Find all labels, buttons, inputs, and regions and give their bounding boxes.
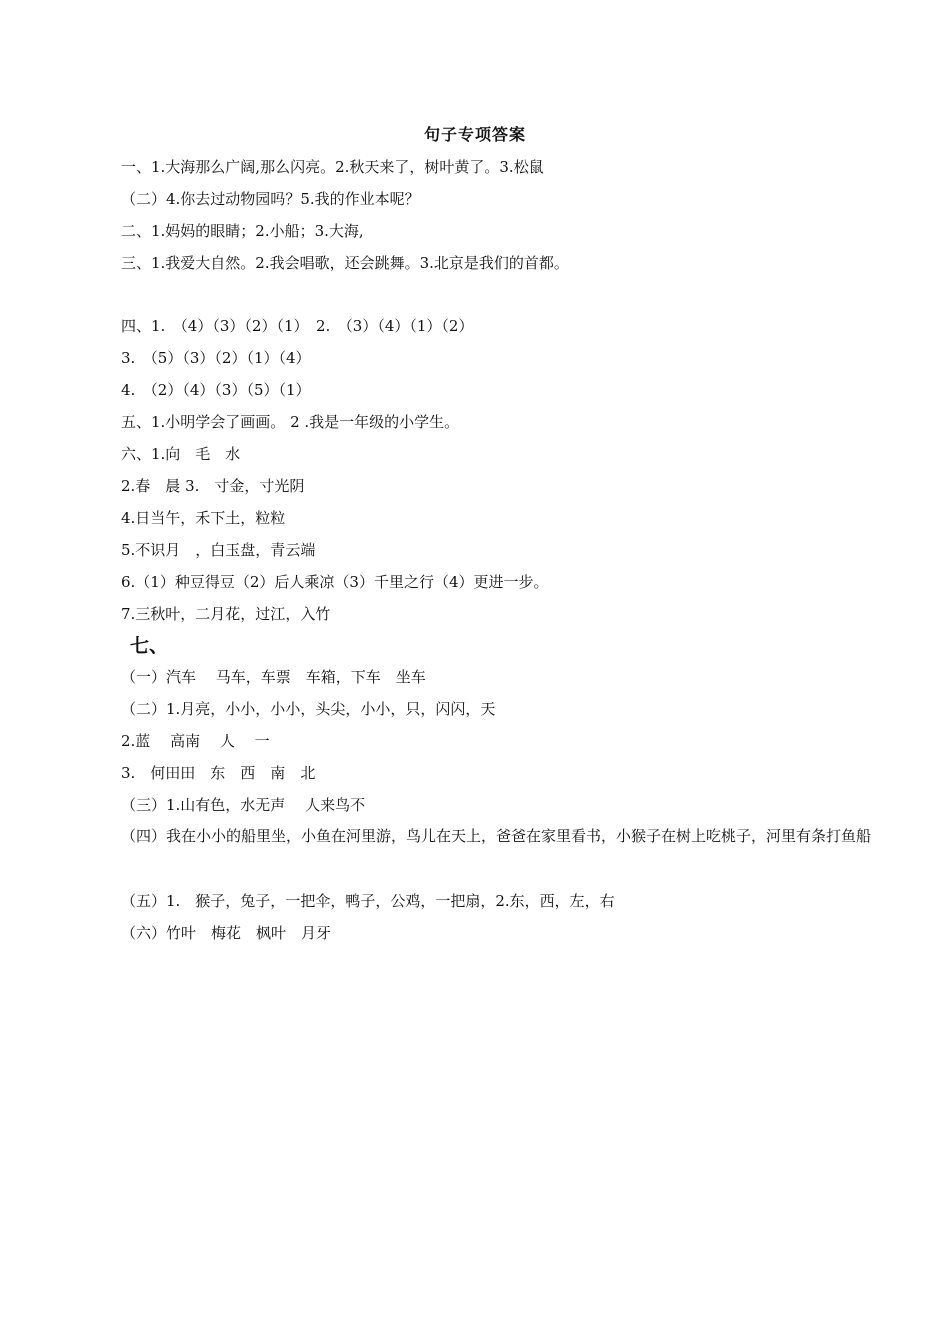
answer-line-20: （三）1.山有色，水无声 人来鸟不 (121, 796, 366, 814)
answer-line-2: （二）4.你去过动物园吗？5.我的作业本呢？ (121, 190, 420, 208)
answer-line-10: 2.春 晨 3. 寸金，寸光阴 (121, 477, 305, 495)
answer-line-7: 4. （2）（4）（3）（5）（1） (121, 381, 311, 399)
answer-line-11: 4.日当午，禾下土，粒粒 (121, 509, 286, 527)
answer-line-18: 2.蓝 高南 人 一 (121, 732, 270, 750)
answer-line-23: （六）竹叶 梅花 枫叶 月牙 (121, 924, 332, 942)
answer-line-3: 二、1.妈妈的眼睛；2.小船；3.大海, (121, 222, 364, 240)
answer-line-14: 7.三秋叶，二月花，过江，入竹 (121, 605, 331, 623)
answer-line-8: 五、1.小明学会了画画。 2 .我是一年级的小学生。 (121, 413, 460, 431)
answer-line-13: 6.（1）种豆得豆（2）后人乘凉（3）千里之行（4）更进一步。 (121, 573, 549, 591)
answer-line-19: 3. 何田田 东 西 南 北 (121, 764, 316, 782)
answer-line-1: 一、1.大海那么广阔,那么闪亮。2.秋天来了，树叶黄了。3.松鼠 (121, 158, 544, 176)
answer-line-9: 六、1.向 毛 水 (121, 445, 241, 463)
answer-line-17: （二）1.月亮，小小，小小，头尖，小小，只，闪闪，天 (121, 700, 496, 718)
answer-line-4: 三、1.我爱大自然。2.我会唱歌，还会跳舞。3.北京是我们的首都。 (121, 254, 569, 272)
document-title: 句子专项答案 (423, 125, 526, 144)
answer-line-5: 四、1. （4）（3）（2）（1） 2. （3）（4）（1）（2） (121, 317, 474, 335)
section-heading-seven: 七、 (130, 635, 169, 657)
answer-line-22: （五）1. 猴子，兔子，一把伞，鸭子，公鸡，一把扇，2.东，西，左，右 (121, 892, 615, 910)
answer-line-6: 3. （5）（3）（2）（1）（4） (121, 349, 311, 367)
answer-paragraph-four: （四）我在小小的船里坐，小鱼在河里游，鸟儿在天上，爸爸在家里看书，小猴子在树上吃桃子，河里有条打鱼船 (121, 827, 872, 845)
answer-line-12: 5.不识月 ，白玉盘，青云端 (121, 541, 316, 559)
answer-line-16: （一）汽车 马车，车票 车箱，下车 坐车 (121, 668, 426, 686)
